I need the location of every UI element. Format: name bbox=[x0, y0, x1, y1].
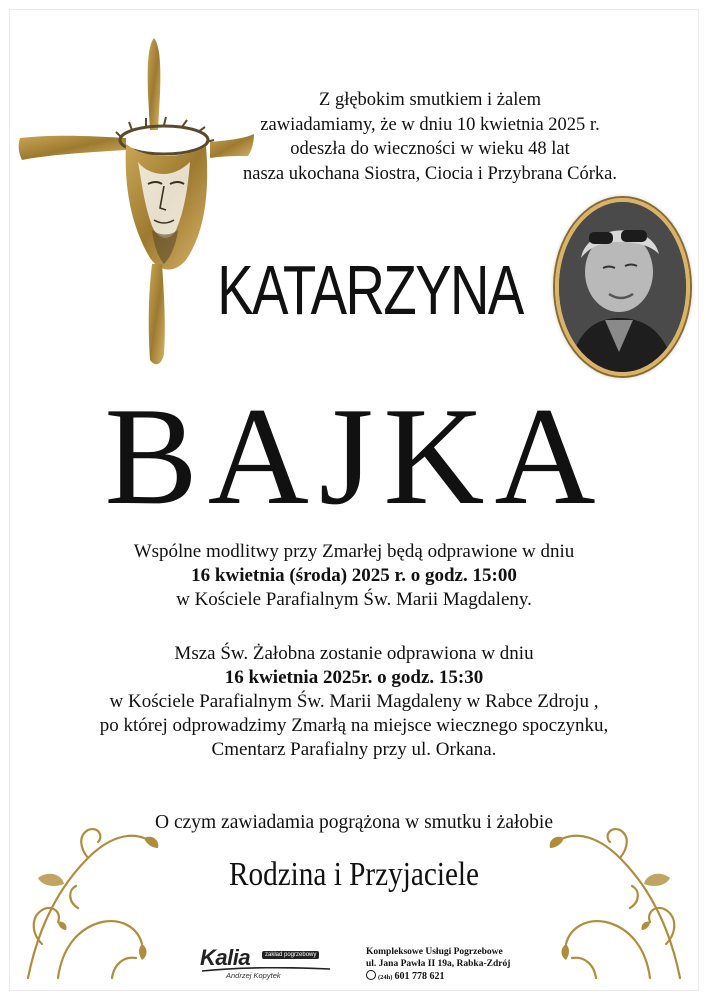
company-phone bbox=[366, 970, 566, 984]
prayers-place: w Kościele Parafialnym Św. Marii Magdaleny. bbox=[176, 589, 532, 610]
first-name: KATARZYNA bbox=[217, 251, 523, 329]
closing-line: O czym zawiadamia pogrążona w smutku i żałobie bbox=[155, 812, 553, 833]
prayers-date: 16 kwietnia (środa) 2025 r. o godz. 15:00 bbox=[191, 565, 517, 586]
signers: Rodzina i Przyjaciele bbox=[228, 856, 480, 893]
funeral-home-logo bbox=[200, 945, 340, 985]
funeral-home-contact bbox=[366, 946, 566, 984]
mass-cemetery: Cmentarz Parafialny przy ul. Orkana. bbox=[211, 739, 497, 760]
company-name: Kompleksowe Usługi Pogrzebowe bbox=[366, 947, 503, 957]
intro-line-3: odeszła do wieczności w wieku 48 lat bbox=[290, 139, 570, 159]
logo-tagline: zakład pogrzebowy bbox=[262, 951, 319, 959]
intro-line-1: Z głębokim smutkiem i żalem bbox=[319, 90, 541, 110]
mass-line-1: Msza Św. Żałobna zostanie odprawiona w dniu bbox=[174, 643, 534, 664]
logo-name: Kalia bbox=[200, 945, 251, 970]
intro-line-4: nasza ukochana Siostra, Ciocia i Przybrana Córka. bbox=[243, 163, 617, 184]
phone-number: 601 778 621 bbox=[394, 971, 445, 982]
portrait-silhouette-icon bbox=[559, 202, 686, 372]
mass-line-4: po której odprowadzimy Zmarłą na miejsce wiecznego spoczynku, bbox=[99, 715, 609, 736]
mass-date: 16 kwietnia 2025r. o godz. 15:30 bbox=[224, 667, 484, 688]
prayers-line-1: Wspólne modlitwy przy Zmarłej będą odprawione w dniu bbox=[133, 541, 575, 562]
company-address: ul. Jana Pawła II 19a, Rabka-Zdrój bbox=[366, 959, 511, 969]
logo-owner: Andrzej Kopytek bbox=[226, 971, 281, 980]
mass-info bbox=[40, 642, 668, 762]
intro-text bbox=[200, 88, 660, 186]
obituary-page bbox=[10, 10, 698, 990]
portrait-photo bbox=[555, 198, 690, 376]
phone-icon bbox=[366, 970, 376, 980]
prayers-info bbox=[40, 540, 668, 612]
mass-place: w Kościele Parafialnym Św. Marii Magdaleny w Rabce Zdroju , bbox=[109, 691, 599, 712]
intro-line-2: zawiadamiamy, że w dniu 10 kwietnia 2025 r. bbox=[260, 114, 600, 135]
last-name: BAJKA bbox=[104, 379, 606, 534]
floral-scroll-ornament-icon bbox=[18, 818, 168, 988]
phone-badge: (24h) bbox=[378, 974, 393, 981]
